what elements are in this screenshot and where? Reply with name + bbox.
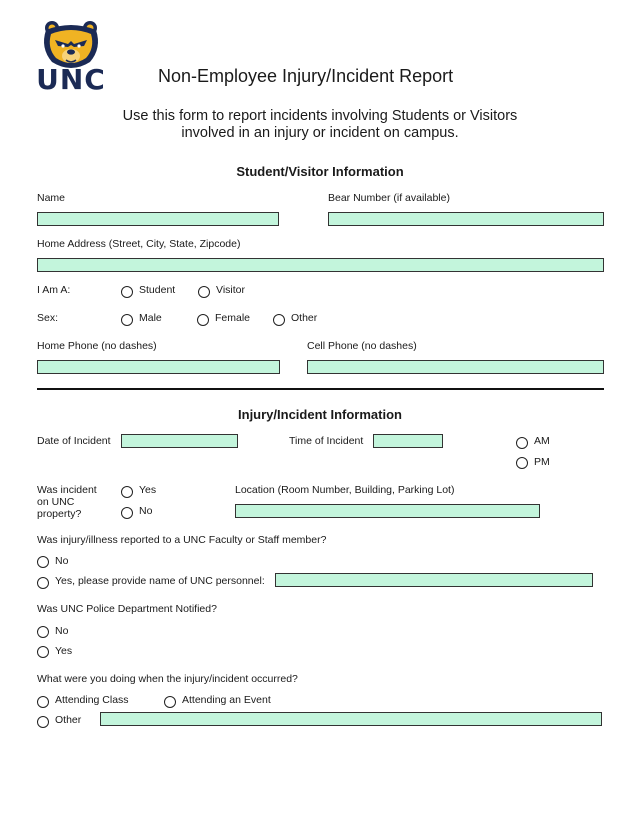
i-am-a-label: I Am A: bbox=[37, 284, 71, 296]
other-sex-radio[interactable] bbox=[273, 314, 285, 326]
reported-yes-radio[interactable] bbox=[37, 577, 49, 589]
police-no-label: No bbox=[55, 625, 69, 637]
section-heading-student: Student/Visitor Information bbox=[236, 164, 404, 179]
time-field[interactable] bbox=[373, 434, 443, 448]
police-no-radio[interactable] bbox=[37, 626, 49, 638]
property-label-line-1: Was incident bbox=[37, 484, 97, 496]
property-yes-radio[interactable] bbox=[121, 486, 133, 498]
attending-event-radio[interactable] bbox=[164, 696, 176, 708]
am-radio[interactable] bbox=[516, 437, 528, 449]
logo-text: UNC bbox=[36, 63, 106, 96]
location-label: Location (Room Number, Building, Parking Lot) bbox=[235, 484, 455, 496]
section-divider bbox=[37, 388, 604, 390]
bear-number-field[interactable] bbox=[328, 212, 604, 226]
unc-logo bbox=[28, 18, 114, 96]
date-field[interactable] bbox=[121, 434, 238, 448]
property-no-radio[interactable] bbox=[121, 507, 133, 519]
home-phone-label: Home Phone (no dashes) bbox=[37, 340, 157, 352]
pm-radio[interactable] bbox=[516, 457, 528, 469]
address-field[interactable] bbox=[37, 258, 604, 272]
student-option-label: Student bbox=[139, 284, 176, 296]
time-label: Time of Incident bbox=[289, 435, 364, 447]
male-option-label: Male bbox=[139, 312, 162, 324]
am-label: AM bbox=[534, 435, 550, 447]
female-radio[interactable] bbox=[197, 314, 209, 326]
address-label: Home Address (Street, City, State, Zipcode) bbox=[37, 238, 241, 250]
male-radio[interactable] bbox=[121, 314, 133, 326]
reported-question: Was injury/illness reported to a UNC Faculty or Staff member? bbox=[37, 534, 327, 546]
police-question: Was UNC Police Department Notified? bbox=[37, 603, 217, 615]
date-label: Date of Incident bbox=[37, 435, 111, 447]
reported-no-radio[interactable] bbox=[37, 556, 49, 568]
section-heading-incident: Injury/Incident Information bbox=[238, 407, 402, 422]
cell-phone-field[interactable] bbox=[307, 360, 604, 374]
pm-label: PM bbox=[534, 456, 550, 468]
property-label-line-2: on UNC bbox=[37, 496, 75, 508]
cell-phone-label: Cell Phone (no dashes) bbox=[307, 340, 417, 352]
attending-class-radio[interactable] bbox=[37, 696, 49, 708]
personnel-name-field[interactable] bbox=[275, 573, 593, 587]
activity-other-radio[interactable] bbox=[37, 716, 49, 728]
property-label-line-3: property? bbox=[37, 508, 82, 520]
student-radio[interactable] bbox=[121, 286, 133, 298]
intro-line-2: involved in an injury or incident on campus. bbox=[181, 125, 459, 141]
attending-class-label: Attending Class bbox=[55, 694, 129, 706]
name-field[interactable] bbox=[37, 212, 279, 226]
property-no-label: No bbox=[139, 505, 153, 517]
name-label: Name bbox=[37, 192, 66, 204]
reported-yes-label: Yes, please provide name of UNC personnel: bbox=[55, 575, 265, 587]
other-sex-option-label: Other bbox=[291, 312, 318, 324]
property-yes-label: Yes bbox=[139, 484, 157, 496]
home-phone-field[interactable] bbox=[37, 360, 280, 374]
reported-no-label: No bbox=[55, 555, 69, 567]
police-yes-label: Yes bbox=[55, 645, 73, 657]
sex-label: Sex: bbox=[37, 312, 59, 324]
location-field[interactable] bbox=[235, 504, 540, 518]
visitor-option-label: Visitor bbox=[216, 284, 245, 296]
police-yes-radio[interactable] bbox=[37, 646, 49, 658]
visitor-radio[interactable] bbox=[198, 286, 210, 298]
activity-question: What were you doing when the injury/incident occurred? bbox=[37, 673, 298, 685]
female-option-label: Female bbox=[215, 312, 251, 324]
activity-other-field[interactable] bbox=[100, 712, 602, 726]
attending-event-label: Attending an Event bbox=[182, 694, 271, 706]
intro-line-1: Use this form to report incidents involving Students or Visitors bbox=[122, 108, 518, 124]
activity-other-label: Other bbox=[55, 714, 82, 726]
bear-number-label: Bear Number (if available) bbox=[328, 192, 450, 204]
page-title: Non-Employee Injury/Incident Report bbox=[158, 66, 454, 86]
